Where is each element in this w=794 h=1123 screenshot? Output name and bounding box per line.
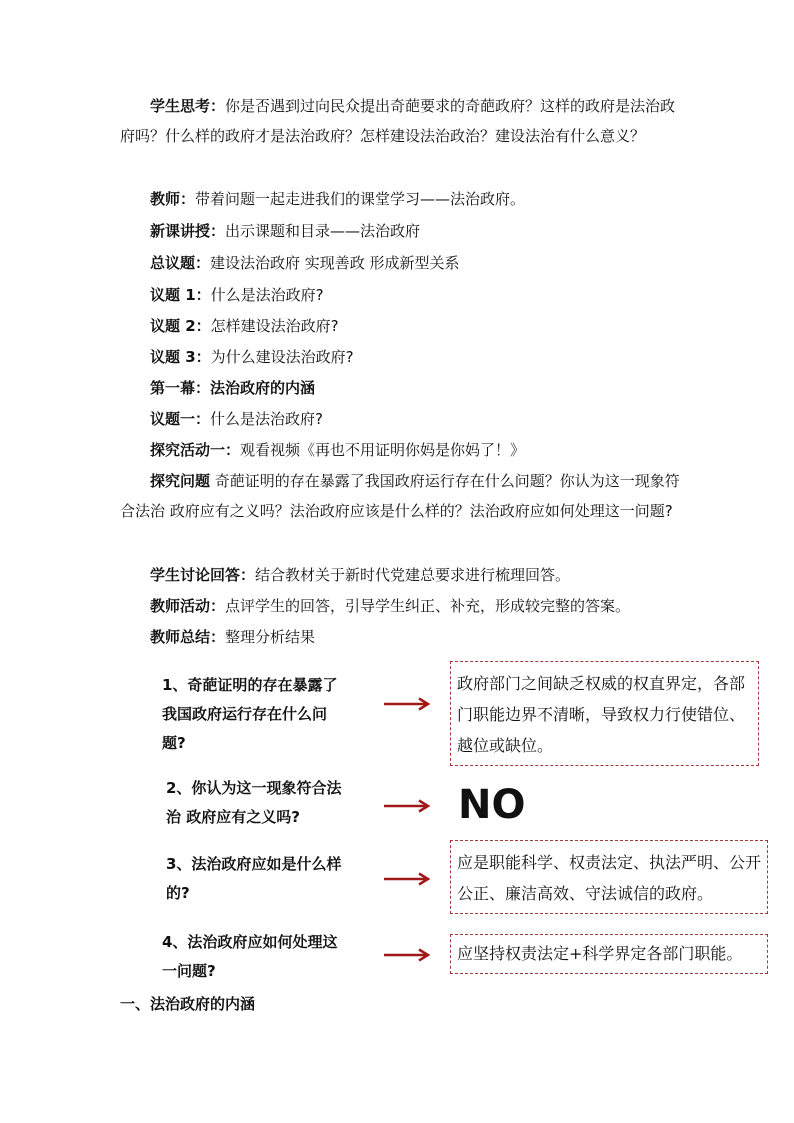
line-label: 教师总结： <box>150 628 226 646</box>
line-label: 议题 1： <box>150 286 211 304</box>
intro-text: 你是否遇到过向民众提出奇葩要求的奇葩政府？这样的政府是法治政府吗？什么样的政府才是法治政府？怎样建设法治政治？建设法治有什么意义？ <box>120 97 676 145</box>
line-label: 第一幕：法治政府的内涵 <box>150 379 316 397</box>
inquiry-text: 奇葩证明的存在暴露了我国政府运行存在什么问题？你认为这一现象符合法治 政府应有之义吗？法治政府应该是什么样的？法治政府应如何处理这一问题? <box>120 472 680 520</box>
question-4: 4、法治政府应如何处理这一问题? <box>162 933 338 980</box>
answer-no: NO <box>458 782 526 828</box>
arrow-right-icon <box>383 697 431 711</box>
line-label: 议题 3： <box>150 348 211 366</box>
line-text: 点评学生的回答，引导学生纠正、补充，形成较完整的答案。 <box>225 597 631 615</box>
question-3: 3、法治政府应如是什么样的? <box>166 855 342 902</box>
line-text: 带着问题一起走进我们的课堂学习——法治政府。 <box>195 190 526 208</box>
arrow-right-icon <box>383 872 431 886</box>
answer-box-1: 政府部门之间缺乏权威的权直界定，各部门职能边界不清晰，导致权力行使错位、越位或缺位。 <box>450 661 759 766</box>
line-text: 什么是法治政府? <box>210 410 323 428</box>
line-teacher-summary <box>120 622 680 652</box>
question-1: 1、奇葩证明的存在暴露了我国政府运行存在什么问题? <box>162 676 338 752</box>
line-text: 为什么建设法治政府? <box>210 348 354 366</box>
arrow-right-icon <box>383 948 431 962</box>
line-text: 怎样建设法治政府? <box>210 317 339 335</box>
line-label: 教师活动： <box>150 597 226 615</box>
line-text: 建设法治政府 实现善政 形成新型关系 <box>210 254 460 272</box>
intro-paragraph <box>120 91 680 151</box>
arrow-right-icon <box>383 799 431 813</box>
line-label: 学生讨论回答： <box>150 566 256 584</box>
line-label: 探究活动一： <box>150 441 241 459</box>
inquiry-paragraph <box>120 466 680 526</box>
line-text: 什么是法治政府? <box>210 286 324 304</box>
intro-label: 学生思考： <box>150 97 226 115</box>
line-topic-3 <box>120 342 680 372</box>
line-text: 结合教材关于新时代党建总要求进行梳理回答。 <box>255 566 571 584</box>
line-topic-1 <box>120 280 680 310</box>
line-text: 整理分析结果 <box>225 628 316 646</box>
line-text: 观看视频《再也不用证明你妈是你妈了！》 <box>240 441 526 459</box>
line-activity-one <box>120 435 680 465</box>
line-topic-one <box>120 404 680 434</box>
answer-box-4: 应坚持权责法定+科学界定各部门职能。 <box>450 934 768 974</box>
question-2: 2、你认为这一现象符合法治 政府应有之义吗? <box>166 779 342 826</box>
line-label: 新课讲授： <box>150 222 226 240</box>
line-text: 出示课题和目录——法治政府 <box>225 222 421 240</box>
inquiry-label: 探究问题 <box>150 472 211 490</box>
line-label: 议题 2： <box>150 317 211 335</box>
line-teacher <box>120 184 680 214</box>
line-label: 总议题： <box>150 254 211 272</box>
line-student-discussion <box>120 560 680 590</box>
line-new-lesson <box>120 216 680 246</box>
line-teacher-activity <box>120 591 680 621</box>
section-heading: 一、法治政府的内涵 <box>120 995 256 1013</box>
line-topic-2 <box>120 311 680 341</box>
line-general-topic <box>120 248 680 278</box>
line-label: 教师： <box>150 190 196 208</box>
line-label: 议题一： <box>150 410 211 428</box>
line-act-one <box>120 373 680 403</box>
answer-box-3: 应是职能科学、权责法定、执法严明、公开公正、廉洁高效、守法诚信的政府。 <box>450 840 768 914</box>
